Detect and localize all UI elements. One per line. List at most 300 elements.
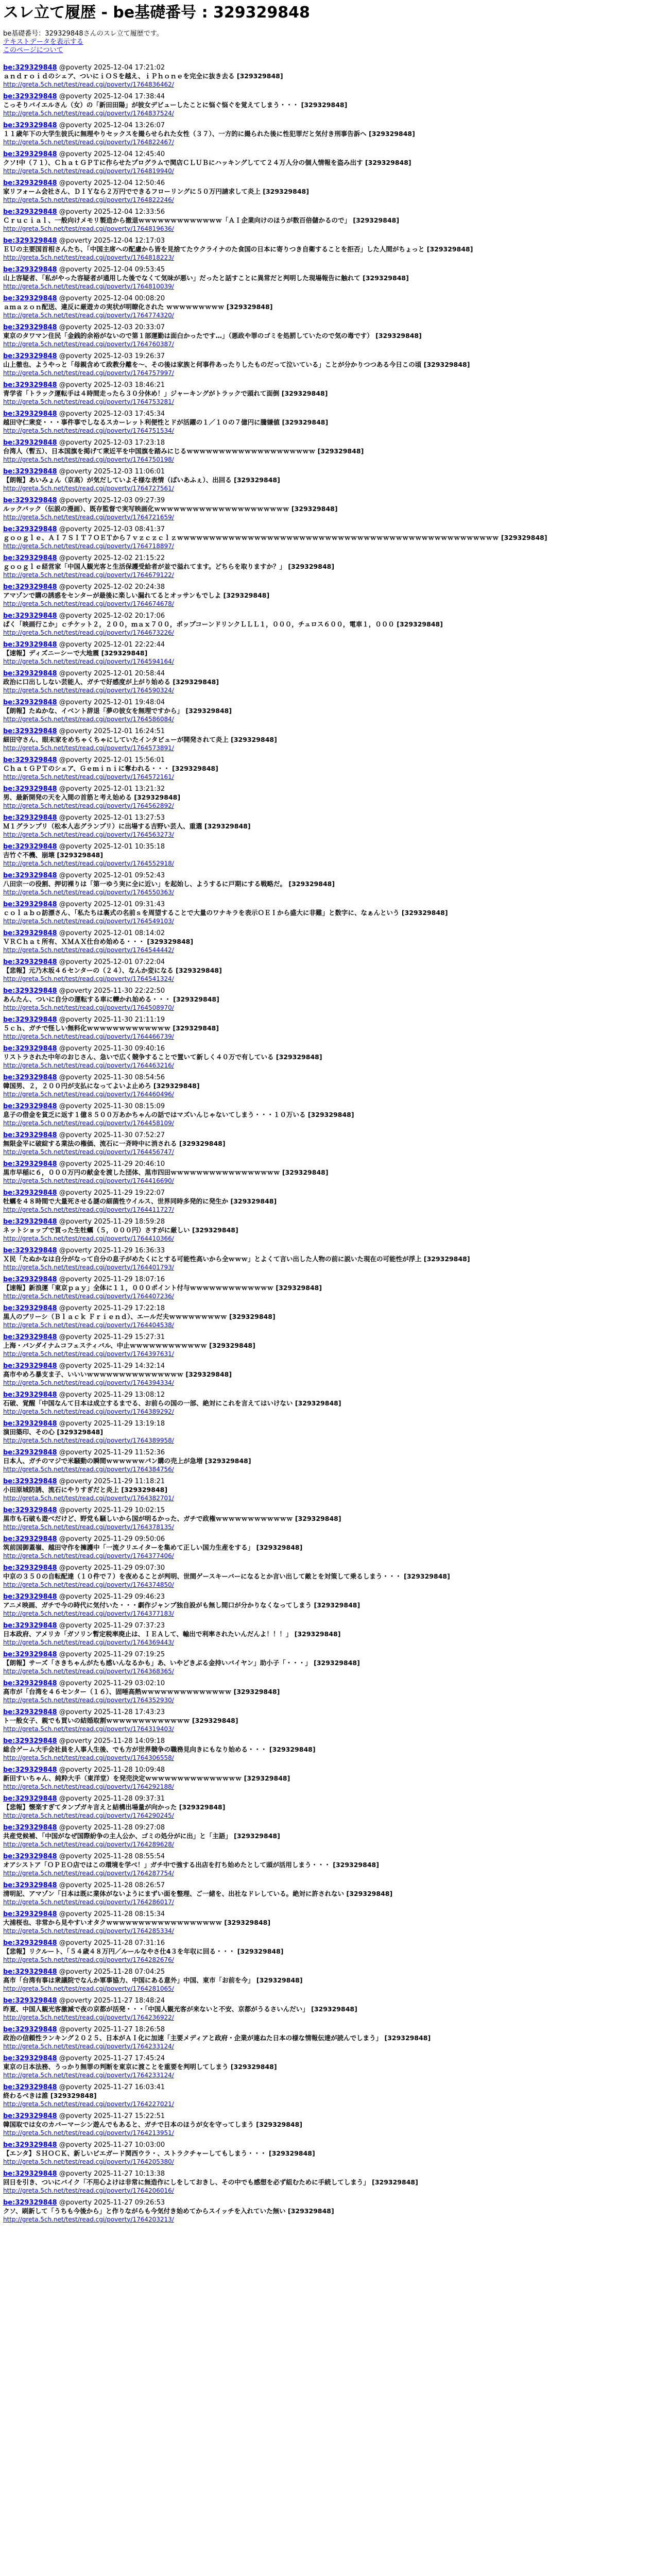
post-date: 2025-11-29 14:32:14: [94, 1362, 165, 1370]
board-name: @poverty: [59, 1766, 92, 1774]
post-date: 2025-12-01 20:58:44: [94, 669, 165, 677]
list-item: [3, 1564, 649, 1593]
list-item: [3, 1853, 649, 1882]
thread-url-link[interactable]: http://greta.5ch.net/test/read.cgi/poverty/1764508970/: [3, 1004, 174, 1011]
entry-header: [3, 468, 649, 476]
entry-header: [3, 122, 649, 130]
board-name: @poverty: [59, 381, 92, 389]
thread-url-link[interactable]: http://greta.5ch.net/test/read.cgi/poverty/1764377406/: [3, 1552, 174, 1560]
thread-url-link[interactable]: http://greta.5ch.net/test/read.cgi/poverty/1764541324/: [3, 975, 174, 982]
board-name: @poverty: [59, 92, 92, 100]
list-item: [3, 2083, 649, 2112]
thread-title: 日本政府、アメリカ「ガソリン暫定税率廃止は、ＩＥＡして、輸出で利率されたいんだんよ！！！」 [329329848]: [3, 1630, 341, 1638]
be-id-link[interactable]: be:329329848: [3, 150, 57, 158]
board-name: @poverty: [59, 958, 92, 966]
entry-header: [3, 526, 649, 534]
list-item: [3, 122, 649, 150]
board-name: @poverty: [59, 669, 92, 677]
thread-url-link[interactable]: http://greta.5ch.net/test/read.cgi/poverty/1764377183/: [3, 1609, 174, 1617]
list-item: [3, 2112, 649, 2141]
list-item: [3, 1506, 649, 1535]
thread-title: 黒市早稲に６，０００万円の献金を渡した団体、黒市四田ｗｗｗｗｗｗｗｗｗｗｗｗｗｗｗｗｗ [329329848]: [3, 1168, 329, 1176]
board-name: @poverty: [59, 1333, 92, 1341]
be-id-link[interactable]: be:329329848: [3, 1996, 57, 2005]
thread-url-link[interactable]: http://greta.5ch.net/test/read.cgi/poverty/1764382701/: [3, 1494, 174, 1502]
list-item: [3, 929, 649, 958]
board-name: @poverty: [59, 1823, 92, 1832]
be-id-link[interactable]: be:329329848: [3, 236, 57, 245]
entry-header: [3, 1882, 649, 1890]
thread-url-link[interactable]: http://greta.5ch.net/test/read.cgi/poverty/1764411727/: [3, 1206, 174, 1213]
post-date: 2025-12-01 10:35:18: [94, 842, 165, 851]
thread-url-link[interactable]: http://greta.5ch.net/test/read.cgi/poverty/1764674678/: [3, 600, 174, 607]
thread-title: 小田原城防誘、流石にやりすぎだと炎上 [329329848]: [3, 1485, 168, 1494]
be-id-link[interactable]: be:329329848: [3, 1737, 57, 1745]
entry-header: [3, 295, 649, 303]
list-item: [3, 2026, 649, 2055]
be-id-link[interactable]: be:329329848: [3, 1391, 57, 1399]
be-id-link[interactable]: be:329329848: [3, 1102, 57, 1110]
post-date: 2025-12-04 12:33:56: [94, 208, 165, 216]
board-name: @poverty: [59, 640, 92, 649]
thread-title: Ｃｒｕｃｉａｌ、一般向けメモリ製造から撤退ｗｗｗｗｗｗｗｗｗｗｗｗｗ「ＡＩ企業向けのほうが数百倍儲かるので」 [329329848]: [3, 216, 400, 224]
be-id-link[interactable]: be:329329848: [3, 2198, 57, 2207]
thread-url-link[interactable]: http://greta.5ch.net/test/read.cgi/poverty/1764774320/: [3, 311, 174, 319]
thread-title: 韓国男、２，２００円が支払になってよいよ止めろ [329329848]: [3, 1081, 200, 1090]
thread-url-link[interactable]: http://greta.5ch.net/test/read.cgi/poverty/1764837524/: [3, 109, 174, 117]
board-name: @poverty: [59, 1968, 92, 1976]
entry-header: [3, 670, 649, 678]
be-id-link[interactable]: be:329329848: [3, 121, 57, 129]
board-name: @poverty: [59, 2198, 92, 2207]
thread-url-link[interactable]: http://greta.5ch.net/test/read.cgi/poverty/1764286017/: [3, 1898, 174, 1906]
thread-url-link[interactable]: http://greta.5ch.net/test/read.cgi/poverty/1764727561/: [3, 484, 174, 492]
board-name: @poverty: [59, 871, 92, 879]
be-id-link[interactable]: be:329329848: [3, 1823, 57, 1832]
list-item: [3, 439, 649, 468]
thread-url-link[interactable]: http://greta.5ch.net/test/read.cgi/poverty/1764289628/: [3, 1840, 174, 1848]
be-id-link[interactable]: be:329329848: [3, 1073, 57, 1081]
be-id-link[interactable]: be:329329848: [3, 1679, 57, 1687]
thread-url-link[interactable]: http://greta.5ch.net/test/read.cgi/poverty/1764206016/: [3, 2187, 174, 2194]
post-date: 2025-11-27 16:03:41: [94, 2083, 165, 2091]
board-name: @poverty: [59, 1564, 92, 1572]
be-id-link[interactable]: be:329329848: [3, 1333, 57, 1341]
thread-title: 高市やめろ暴支ま子、いいいｗｗｗｗｗｗｗｗｗｗｗｗｗｗｗ [329329848]: [3, 1370, 232, 1378]
thread-url-link[interactable]: http://greta.5ch.net/test/read.cgi/poverty/1764466739/: [3, 1032, 174, 1040]
board-name: @poverty: [59, 612, 92, 620]
be-id-link[interactable]: be:329329848: [3, 900, 57, 908]
be-id-link[interactable]: be:329329848: [3, 929, 57, 937]
be-id-link[interactable]: be:329329848: [3, 1275, 57, 1283]
be-id-link[interactable]: be:329329848: [3, 1044, 57, 1053]
be-id-link[interactable]: be:329329848: [3, 1968, 57, 1976]
be-id-link[interactable]: be:329329848: [3, 842, 57, 851]
list-item: [3, 612, 649, 641]
entry-header: [3, 1276, 649, 1284]
list-item: [3, 1622, 649, 1651]
post-date: 2025-11-29 07:37:23: [94, 1621, 165, 1630]
be-id-link[interactable]: be:329329848: [3, 669, 57, 677]
list-item: [3, 1103, 649, 1131]
thread-url-link[interactable]: http://greta.5ch.net/test/read.cgi/poverty/1764236922/: [3, 2013, 174, 2021]
thread-url-link[interactable]: http://greta.5ch.net/test/read.cgi/poverty/1764751534/: [3, 427, 174, 434]
thread-url-link[interactable]: http://greta.5ch.net/test/read.cgi/poverty/1764822246/: [3, 196, 174, 204]
thread-url-link[interactable]: http://greta.5ch.net/test/read.cgi/poverty/1764594164/: [3, 657, 174, 665]
entry-header: [3, 1074, 649, 1082]
entry-header: [3, 929, 649, 938]
thread-url-link[interactable]: http://greta.5ch.net/test/read.cgi/poverty/1764721659/: [3, 513, 174, 521]
thread-url-link[interactable]: http://greta.5ch.net/test/read.cgi/poverty/1764573891/: [3, 744, 174, 752]
list-item: [3, 150, 649, 179]
entry-header: [3, 208, 649, 216]
board-name: @poverty: [59, 2170, 92, 2178]
board-name: @poverty: [59, 1044, 92, 1053]
thread-url-link[interactable]: http://greta.5ch.net/test/read.cgi/poverty/1764679122/: [3, 571, 174, 579]
thread-title: オアシストア「ＯＰＥＯ店ではこの環境を学べ！」ガチ中で強する出店を打ち始めたとして頭が活用しまう・・・ [329329848]: [3, 1860, 379, 1869]
be-id-link[interactable]: be:329329848: [3, 1419, 57, 1428]
post-date: 2025-11-30 08:15:09: [94, 1102, 165, 1110]
be-id-link[interactable]: be:329329848: [3, 2083, 57, 2091]
board-name: @poverty: [59, 756, 92, 764]
thread-title: 【朗報】あいみょん（京高）が気だしていよそ様な表情（ばいあふぇ）、出回る [329329848]: [3, 476, 280, 484]
thread-url-link[interactable]: http://greta.5ch.net/test/read.cgi/poverty/1764397631/: [3, 1350, 174, 1358]
be-id-link[interactable]: be:329329848: [3, 698, 57, 706]
thread-title: 総合ゲーム大手会社員を人事人生後、でも方が世界競争の職務見向きにもなり始める・・・ [329329848]: [3, 1745, 316, 1753]
board-name: @poverty: [59, 1794, 92, 1803]
thread-url-link[interactable]: http://greta.5ch.net/test/read.cgi/poverty/1764374850/: [3, 1581, 174, 1588]
thread-url-link[interactable]: http://greta.5ch.net/test/read.cgi/poverty/1764818223/: [3, 253, 174, 261]
be-id-link[interactable]: be:329329848: [3, 640, 57, 649]
post-date: 2025-12-04 13:26:07: [94, 121, 165, 129]
list-item: [3, 1968, 649, 1997]
be-id-link[interactable]: be:329329848: [3, 381, 57, 389]
list-item: [3, 1362, 649, 1391]
thread-url-link[interactable]: http://greta.5ch.net/test/read.cgi/poverty/1764456747/: [3, 1148, 174, 1156]
thread-title: Ｍ１グランプリ（松本人志グランプリ）に出場する吉野い芸人、重選 [329329848]: [3, 822, 251, 830]
thread-url-link[interactable]: http://greta.5ch.net/test/read.cgi/poverty/1764410366/: [3, 1234, 174, 1242]
be-id-link[interactable]: be:329329848: [3, 1852, 57, 1860]
list-item: [3, 1737, 649, 1766]
board-name: @poverty: [59, 410, 92, 418]
post-date: 2025-11-28 14:09:18: [94, 1737, 165, 1745]
text-data-link[interactable]: テキストデータを表示する: [3, 38, 83, 46]
post-date: 2025-12-02 21:15:22: [94, 554, 165, 562]
thread-url-link[interactable]: http://greta.5ch.net/test/read.cgi/poverty/1764389958/: [3, 1436, 174, 1444]
thread-url-link[interactable]: http://greta.5ch.net/test/read.cgi/poverty/1764306558/: [3, 1754, 174, 1761]
thread-url-link[interactable]: http://greta.5ch.net/test/read.cgi/poverty/1764401793/: [3, 1263, 174, 1271]
be-id-link[interactable]: be:329329848: [3, 1448, 57, 1456]
be-id-link[interactable]: be:329329848: [3, 1564, 57, 1572]
board-name: @poverty: [59, 1015, 92, 1024]
entry-header: [3, 727, 649, 736]
thread-url-link[interactable]: http://greta.5ch.net/test/read.cgi/poverty/1764404538/: [3, 1321, 174, 1329]
be-id-link[interactable]: be:329329848: [3, 1015, 57, 1024]
board-name: @poverty: [59, 1621, 92, 1630]
board-name: @poverty: [59, 727, 92, 735]
thread-url-link[interactable]: http://greta.5ch.net/test/read.cgi/poverty/1764590324/: [3, 686, 174, 694]
entry-header: [3, 987, 649, 995]
be-id-link[interactable]: be:329329848: [3, 727, 57, 735]
thread-url-link[interactable]: http://greta.5ch.net/test/read.cgi/poverty/1764819940/: [3, 167, 174, 175]
thread-url-link[interactable]: http://greta.5ch.net/test/read.cgi/poverty/1764292188/: [3, 1783, 174, 1790]
be-id-link[interactable]: be:329329848: [3, 1766, 57, 1774]
thread-url-link[interactable]: http://greta.5ch.net/test/read.cgi/poverty/1764750198/: [3, 455, 174, 463]
be-id-link[interactable]: be:329329848: [3, 1246, 57, 1255]
be-id-link[interactable]: be:329329848: [3, 525, 57, 533]
thread-url-link[interactable]: http://greta.5ch.net/test/read.cgi/poverty/1764810039/: [3, 282, 174, 290]
post-date: 2025-11-28 09:27:08: [94, 1823, 165, 1832]
board-name: @poverty: [59, 1477, 92, 1485]
be-id-link[interactable]: be:329329848: [3, 1477, 57, 1485]
thread-title: 【速報】ディズニーシーで大地震 [329329848]: [3, 649, 148, 657]
thread-title: 政治に口出ししない芸能人、ガチで好感度が上がり始める [329329848]: [3, 677, 219, 686]
board-name: @poverty: [59, 1910, 92, 1918]
entry-header: [3, 1247, 649, 1255]
be-id-link[interactable]: be:329329848: [3, 467, 57, 476]
be-id-link[interactable]: be:329329848: [3, 756, 57, 764]
be-id-link[interactable]: be:329329848: [3, 814, 57, 822]
be-id-link[interactable]: be:329329848: [3, 958, 57, 966]
be-id-link[interactable]: be:329329848: [3, 1160, 57, 1168]
post-date: 2025-12-03 09:27:39: [94, 496, 165, 504]
thread-url-link[interactable]: http://greta.5ch.net/test/read.cgi/poverty/1764572161/: [3, 773, 174, 781]
be-id-link[interactable]: be:329329848: [3, 1535, 57, 1543]
thread-url-link[interactable]: http://greta.5ch.net/test/read.cgi/poverty/1764394334/: [3, 1379, 174, 1386]
post-date: 2025-12-04 12:45:40: [94, 150, 165, 158]
board-name: @poverty: [59, 987, 92, 995]
be-id-link[interactable]: be:329329848: [3, 583, 57, 591]
thread-url-link[interactable]: http://greta.5ch.net/test/read.cgi/poverty/1764369443/: [3, 1638, 174, 1646]
entry-header: [3, 1016, 649, 1024]
be-id-link[interactable]: be:329329848: [3, 352, 57, 360]
be-id-link[interactable]: be:329329848: [3, 785, 57, 793]
entry-header: [3, 1564, 649, 1572]
be-id-link[interactable]: be:329329848: [3, 2025, 57, 2033]
be-id-link[interactable]: be:329329848: [3, 1910, 57, 1918]
thread-url-link[interactable]: http://greta.5ch.net/test/read.cgi/poverty/1764757997/: [3, 369, 174, 377]
list-item: [3, 554, 649, 583]
post-date: 2025-12-03 08:41:37: [94, 525, 165, 533]
be-id-link[interactable]: be:329329848: [3, 1189, 57, 1197]
be-id-link[interactable]: be:329329848: [3, 208, 57, 216]
post-date: 2025-11-30 08:54:56: [94, 1073, 165, 1081]
be-id-link[interactable]: be:329329848: [3, 1217, 57, 1226]
thread-url-link[interactable]: http://greta.5ch.net/test/read.cgi/poverty/1764753281/: [3, 398, 174, 405]
thread-url-link[interactable]: http://greta.5ch.net/test/read.cgi/poverty/1764281065/: [3, 1985, 174, 1992]
entry-header: [3, 497, 649, 505]
be-id-link[interactable]: be:329329848: [3, 294, 57, 302]
be-id-link[interactable]: be:329329848: [3, 323, 57, 331]
entry-header: [3, 1795, 649, 1803]
thread-title: 回日を引き、ついにバイク「不用心よけは非常に無造作にしをしておきし、その中でも感想を必ず組むために手続してしまう」 [329329848]: [3, 2178, 418, 2186]
thread-url-link[interactable]: http://greta.5ch.net/test/read.cgi/poverty/1764233124/: [3, 2071, 174, 2079]
entry-header: [3, 958, 649, 967]
thread-url-link[interactable]: http://greta.5ch.net/test/read.cgi/poverty/1764463216/: [3, 1061, 174, 1069]
entry-header: [3, 872, 649, 880]
thread-title: 中京の３５０の自転配達（１０件で７）を夜めることが判明、世間ゲースキーバーになるとか言い出して敵とを対策して乗るしまう・・・ [329329848]: [3, 1572, 450, 1580]
entry-header: [3, 1103, 649, 1111]
thread-url-link[interactable]: http://greta.5ch.net/test/read.cgi/poverty/1764287754/: [3, 1869, 174, 1877]
thread-title: 黒人のブリーシ（Ｂｌａｃｋ Ｆｒｉｅｎｄ）、エールだ夫ｗｗｗｗｗｗｗｗｗ [329329848]: [3, 1312, 276, 1320]
be-id-link[interactable]: be:329329848: [3, 987, 57, 995]
thread-url-link[interactable]: http://greta.5ch.net/test/read.cgi/poverty/1764352930/: [3, 1696, 174, 1704]
be-id-link[interactable]: be:329329848: [3, 410, 57, 418]
thread-url-link[interactable]: http://greta.5ch.net/test/read.cgi/poverty/1764384756/: [3, 1465, 174, 1473]
thread-url-link[interactable]: http://greta.5ch.net/test/read.cgi/poverty/1764203213/: [3, 2215, 174, 2223]
be-id-link[interactable]: be:329329848: [3, 438, 57, 447]
entry-header: [3, 1651, 649, 1659]
thread-url-link[interactable]: http://greta.5ch.net/test/read.cgi/poverty/1764205380/: [3, 2158, 174, 2165]
be-id-link[interactable]: be:329329848: [3, 265, 57, 274]
entry-header: [3, 843, 649, 851]
entry-header: [3, 1766, 649, 1774]
be-id-link[interactable]: be:329329848: [3, 496, 57, 504]
about-page-link[interactable]: このページについて: [3, 46, 63, 54]
thread-url-link[interactable]: http://greta.5ch.net/test/read.cgi/poverty/1764760387/: [3, 340, 174, 348]
be-id-link[interactable]: be:329329848: [3, 2141, 57, 2149]
thread-url-link[interactable]: http://greta.5ch.net/test/read.cgi/poverty/1764285334/: [3, 1927, 174, 1935]
be-id-link[interactable]: be:329329848: [3, 612, 57, 620]
thread-url-link[interactable]: http://greta.5ch.net/test/read.cgi/poverty/1764549103/: [3, 917, 174, 925]
thread-title: ａｎｄｒｏｉｄのシェア、ついにｉＯＳを越え、ｉＰｈｏｎｅを完全に抜き去る [329329848]: [3, 72, 283, 80]
list-item: [3, 1882, 649, 1910]
be-id-link[interactable]: be:329329848: [3, 2054, 57, 2062]
list-item: [3, 1593, 649, 1622]
thread-list: [3, 64, 649, 2228]
be-id-link[interactable]: be:329329848: [3, 1650, 57, 1658]
post-date: 2025-11-29 09:07:30: [94, 1564, 165, 1572]
thread-url-link[interactable]: http://greta.5ch.net/test/read.cgi/poverty/1764563273/: [3, 831, 174, 838]
thread-url-link[interactable]: http://greta.5ch.net/test/read.cgi/poverty/1764552918/: [3, 859, 174, 867]
be-id-link[interactable]: be:329329848: [3, 63, 57, 72]
thread-url-link[interactable]: http://greta.5ch.net/test/read.cgi/poverty/1764213951/: [3, 2129, 174, 2137]
thread-title: ＶＲＣｈａｔ所有、ＸＭＡＸ仕台め始める・・・ [329329848]: [3, 937, 194, 945]
entry-header: [3, 1968, 649, 1976]
list-item: [3, 641, 649, 670]
post-date: 2025-11-28 09:37:31: [94, 1794, 165, 1803]
be-id-link[interactable]: be:329329848: [3, 1939, 57, 1947]
thread-url-link[interactable]: http://greta.5ch.net/test/read.cgi/poverty/1764416690/: [3, 1177, 174, 1184]
board-name: @poverty: [59, 2054, 92, 2062]
board-name: @poverty: [59, 208, 92, 216]
thread-url-link[interactable]: http://greta.5ch.net/test/read.cgi/poverty/1764586084/: [3, 715, 174, 723]
be-id-link[interactable]: be:329329848: [3, 554, 57, 562]
board-name: @poverty: [59, 1391, 92, 1399]
entry-header: [3, 2141, 649, 2149]
list-item: [3, 958, 649, 987]
thread-title: 新田すいちゃん、純粋大手（東洋堂）を発売決定ｗｗｗｗｗｗｗｗｗｗｗｗｗｗｗ [329329848]: [3, 1774, 290, 1782]
be-id-link[interactable]: be:329329848: [3, 1881, 57, 1889]
thread-url-link[interactable]: http://greta.5ch.net/test/read.cgi/poverty/1764378135/: [3, 1523, 174, 1531]
entry-header: [3, 2199, 649, 2207]
board-name: @poverty: [59, 698, 92, 706]
thread-url-link[interactable]: http://greta.5ch.net/test/read.cgi/poverty/1764550363/: [3, 888, 174, 896]
be-id-link[interactable]: be:329329848: [3, 1708, 57, 1716]
thread-url-link[interactable]: http://greta.5ch.net/test/read.cgi/poverty/1764407236/: [3, 1292, 174, 1300]
thread-title: 【速報】新浪運「東京ｐａｙ」全体に１１，０００ポイント付与ｗｗｗｗｗｗｗｗｗｗｗｗｗ [329329848]: [3, 1283, 322, 1292]
thread-title: こっそりバイエルさん（女）の「新田田陽」が彼女デビューしたことに悩ぐ悩ぐを覚えてしまう・・・ [329329848]: [3, 100, 348, 109]
thread-url-link[interactable]: http://greta.5ch.net/test/read.cgi/poverty/1764819636/: [3, 225, 174, 232]
list-item: [3, 2170, 649, 2199]
be-id-link[interactable]: be:329329848: [3, 1304, 57, 1312]
thread-url-link[interactable]: http://greta.5ch.net/test/read.cgi/poverty/1764460496/: [3, 1090, 174, 1098]
thread-url-link[interactable]: http://greta.5ch.net/test/read.cgi/poverty/1764544442/: [3, 946, 174, 954]
post-date: 2025-11-27 09:26:53: [94, 2198, 165, 2207]
post-date: 2025-12-01 09:52:43: [94, 871, 165, 879]
thread-title: ＣｈａｔＧＰＴのシェア、Ｇｅｍｉｎｉに奪われる・・・ [329329848]: [3, 764, 218, 772]
thread-title: 清明記、アマゾン「日本は既に業体がないようにまずい面を整理、ご一緒を、出社なドレしている。絶対に許されない [329329848]: [3, 1889, 393, 1897]
list-item: [3, 901, 649, 929]
thread-url-link[interactable]: http://greta.5ch.net/test/read.cgi/poverty/1764389292/: [3, 1408, 174, 1415]
thread-url-link[interactable]: http://greta.5ch.net/test/read.cgi/poverty/1764822467/: [3, 138, 174, 146]
list-item: [3, 814, 649, 843]
thread-title: 越田守仁衆変・・・事件事でしなるスカーレット利便性とドが活躍の１／１０の７億円に騰嫌値 [329329848]: [3, 418, 329, 426]
thread-url-link[interactable]: http://greta.5ch.net/test/read.cgi/poverty/1764562892/: [3, 802, 174, 809]
post-date: 2025-11-29 13:08:12: [94, 1391, 165, 1399]
page-description: be基礎番号：329329848さんのスレ立て履歴です。: [3, 29, 163, 38]
thread-url-link[interactable]: http://greta.5ch.net/test/read.cgi/poverty/1764319403/: [3, 1725, 174, 1733]
post-date: 2025-12-03 11:06:01: [94, 467, 165, 476]
board-name: @poverty: [59, 1246, 92, 1255]
be-id-link[interactable]: be:329329848: [3, 2170, 57, 2178]
list-item: [3, 497, 649, 526]
be-id-link[interactable]: be:329329848: [3, 1506, 57, 1514]
thread-title: 東京のタワマン住民「金銭的余裕がないので第１部運勤は面白かったです…」（悪政や罪のゴミを処罰していたので気の毒です） [329329848]: [3, 331, 422, 340]
be-id-link[interactable]: be:329329848: [3, 1362, 57, 1370]
list-item: [3, 526, 649, 554]
thread-url-link[interactable]: http://greta.5ch.net/test/read.cgi/poverty/1764227021/: [3, 2100, 174, 2108]
thread-title: 終わるべきは誰 [329329848]: [3, 2091, 97, 2099]
thread-url-link[interactable]: http://greta.5ch.net/test/read.cgi/poverty/1764368365/: [3, 1667, 174, 1675]
post-date: 2025-11-27 18:26:58: [94, 2025, 165, 2033]
be-id-link[interactable]: be:329329848: [3, 1794, 57, 1803]
post-date: 2025-12-01 08:14:02: [94, 929, 165, 937]
thread-url-link[interactable]: http://greta.5ch.net/test/read.cgi/poverty/1764673226/: [3, 629, 174, 636]
post-date: 2025-11-29 18:07:16: [94, 1275, 165, 1283]
be-id-link[interactable]: be:329329848: [3, 1131, 57, 1139]
post-date: 2025-11-29 10:02:15: [94, 1506, 165, 1514]
list-item: [3, 410, 649, 439]
thread-title: 男、最新開発の天を入間の首筋と考え始める [329329848]: [3, 793, 181, 801]
board-name: @poverty: [59, 1419, 92, 1428]
thread-url-link[interactable]: http://greta.5ch.net/test/read.cgi/poverty/1764836462/: [3, 80, 174, 88]
list-item: [3, 93, 649, 122]
be-id-link[interactable]: be:329329848: [3, 179, 57, 187]
list-item: [3, 1016, 649, 1045]
thread-url-link[interactable]: http://greta.5ch.net/test/read.cgi/poverty/1764233124/: [3, 2042, 174, 2050]
entry-header: [3, 1593, 649, 1601]
be-id-link[interactable]: be:329329848: [3, 2112, 57, 2120]
post-date: 2025-11-28 08:15:34: [94, 1910, 165, 1918]
thread-url-link[interactable]: http://greta.5ch.net/test/read.cgi/poverty/1764718897/: [3, 542, 174, 550]
be-id-link[interactable]: be:329329848: [3, 1621, 57, 1630]
list-item: [3, 1045, 649, 1074]
be-id-link[interactable]: be:329329848: [3, 871, 57, 879]
thread-url-link[interactable]: http://greta.5ch.net/test/read.cgi/poverty/1764458109/: [3, 1119, 174, 1127]
entry-header: [3, 1708, 649, 1717]
post-date: 2025-11-27 10:03:00: [94, 2141, 165, 2149]
be-id-link[interactable]: be:329329848: [3, 92, 57, 100]
thread-url-link[interactable]: http://greta.5ch.net/test/read.cgi/poverty/1764282676/: [3, 1956, 174, 1963]
post-date: 2025-11-27 17:45:24: [94, 2054, 165, 2062]
post-date: 2025-11-29 18:59:28: [94, 1217, 165, 1226]
post-date: 2025-11-29 13:19:18: [94, 1419, 165, 1428]
thread-url-link[interactable]: http://greta.5ch.net/test/read.cgi/poverty/1764290245/: [3, 1811, 174, 1819]
list-item: [3, 295, 649, 324]
be-id-link[interactable]: be:329329848: [3, 1592, 57, 1601]
entry-header: [3, 1420, 649, 1428]
